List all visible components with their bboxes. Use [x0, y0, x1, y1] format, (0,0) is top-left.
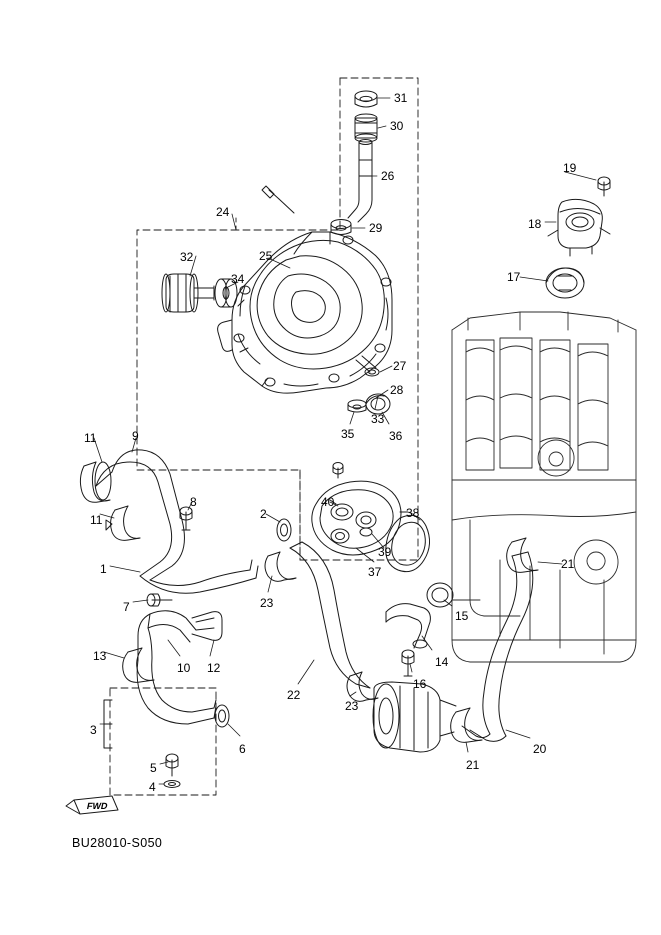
callout-number-37: 37 — [368, 565, 382, 579]
callout-number-4: 4 — [149, 780, 156, 794]
part-bolt-small-upper — [262, 186, 294, 213]
fwd-label: FWD — [85, 801, 109, 811]
callout-number-21a: 21 — [561, 557, 575, 571]
part-22-hose — [290, 542, 370, 688]
part-25-pump-housing — [218, 232, 392, 393]
part-4-washer — [164, 781, 180, 788]
part-35-washer — [348, 400, 366, 412]
part-14-pipe — [386, 604, 430, 648]
callout-number-3: 3 — [90, 723, 97, 737]
callout-number-25: 25 — [259, 249, 273, 263]
part-19-bolt — [598, 177, 610, 196]
callout-number-33: 33 — [371, 412, 385, 426]
callout-number-39: 39 — [378, 545, 392, 559]
part-12-pipe — [192, 612, 222, 641]
callout-number-28: 28 — [390, 383, 404, 397]
callout-number-6: 6 — [239, 742, 246, 756]
callout-number-11a: 11 — [84, 431, 97, 445]
callout-number-21b: 21 — [466, 758, 480, 772]
callout-number-31: 31 — [394, 91, 408, 105]
callout-number-2: 2 — [260, 507, 267, 521]
part-20-hose — [462, 552, 533, 741]
part-2-oring — [277, 519, 291, 541]
part-3-hose-assembly — [104, 658, 216, 748]
part-31-oil-seal — [355, 91, 377, 107]
callout-number-20: 20 — [533, 742, 547, 756]
part-6-oring — [215, 705, 229, 727]
part-39-oring — [360, 528, 372, 536]
part-7-bolt — [147, 594, 172, 606]
callout-number-34: 34 — [231, 272, 245, 286]
part-32-impeller — [162, 274, 214, 312]
callout-number-23a: 23 — [260, 596, 274, 610]
callout-number-10: 10 — [177, 661, 191, 675]
leader-lines — [94, 98, 596, 784]
callout-number-13: 13 — [93, 649, 107, 663]
callout-number-1: 1 — [100, 562, 107, 576]
callout-number-32: 32 — [180, 250, 194, 264]
callout-number-9: 9 — [132, 429, 139, 443]
callout-number-36: 36 — [389, 429, 403, 443]
callout-number-11b: 11 — [90, 513, 103, 527]
callout-number-18: 18 — [528, 217, 542, 231]
callout-number-35: 35 — [341, 427, 355, 441]
oil-cooler-body — [373, 682, 456, 752]
part-17-thermostat — [546, 268, 584, 298]
part-23-clamp-lower — [347, 672, 378, 701]
callout-number-17: 17 — [507, 270, 521, 284]
callout-number-23b: 23 — [345, 699, 359, 713]
callout-number-24: 24 — [216, 205, 230, 219]
callout-number-15: 15 — [455, 609, 469, 623]
part-21-clamp-lower — [451, 708, 482, 742]
part-26-impeller-shaft — [348, 140, 372, 223]
part-code-label: BU28010-S050 — [72, 836, 163, 850]
part-21-clamp-upper — [507, 538, 538, 572]
part-10-hose — [138, 611, 196, 660]
part-5-bolt — [166, 754, 178, 776]
callout-number-8: 8 — [190, 495, 197, 509]
callout-number-7: 7 — [123, 600, 130, 614]
callout-number-14: 14 — [435, 655, 449, 669]
part-11-clamp-lower — [106, 506, 140, 540]
callout-number-30: 30 — [390, 119, 404, 133]
part-29-washer — [331, 220, 351, 235]
callout-number-38: 38 — [406, 506, 420, 520]
callout-number-29: 29 — [369, 221, 383, 235]
part-30-collar — [355, 114, 377, 142]
callout-number-16: 16 — [413, 677, 427, 691]
callout-number-40: 40 — [321, 495, 335, 509]
callout-number-27: 27 — [393, 359, 407, 373]
callout-number-22: 22 — [287, 688, 301, 702]
callout-number-5: 5 — [150, 761, 157, 775]
callout-number-19: 19 — [563, 161, 577, 175]
callout-number-12: 12 — [207, 661, 221, 675]
part-11-clamp-upper — [80, 462, 111, 502]
engine-block-outline — [452, 312, 636, 662]
part-23-clamp-upper — [265, 552, 296, 581]
part-1-hose-lower-section — [140, 560, 258, 593]
part-18-thermostat-cover — [548, 199, 610, 256]
part-8-bolt — [180, 507, 192, 530]
callout-number-26: 26 — [381, 169, 395, 183]
